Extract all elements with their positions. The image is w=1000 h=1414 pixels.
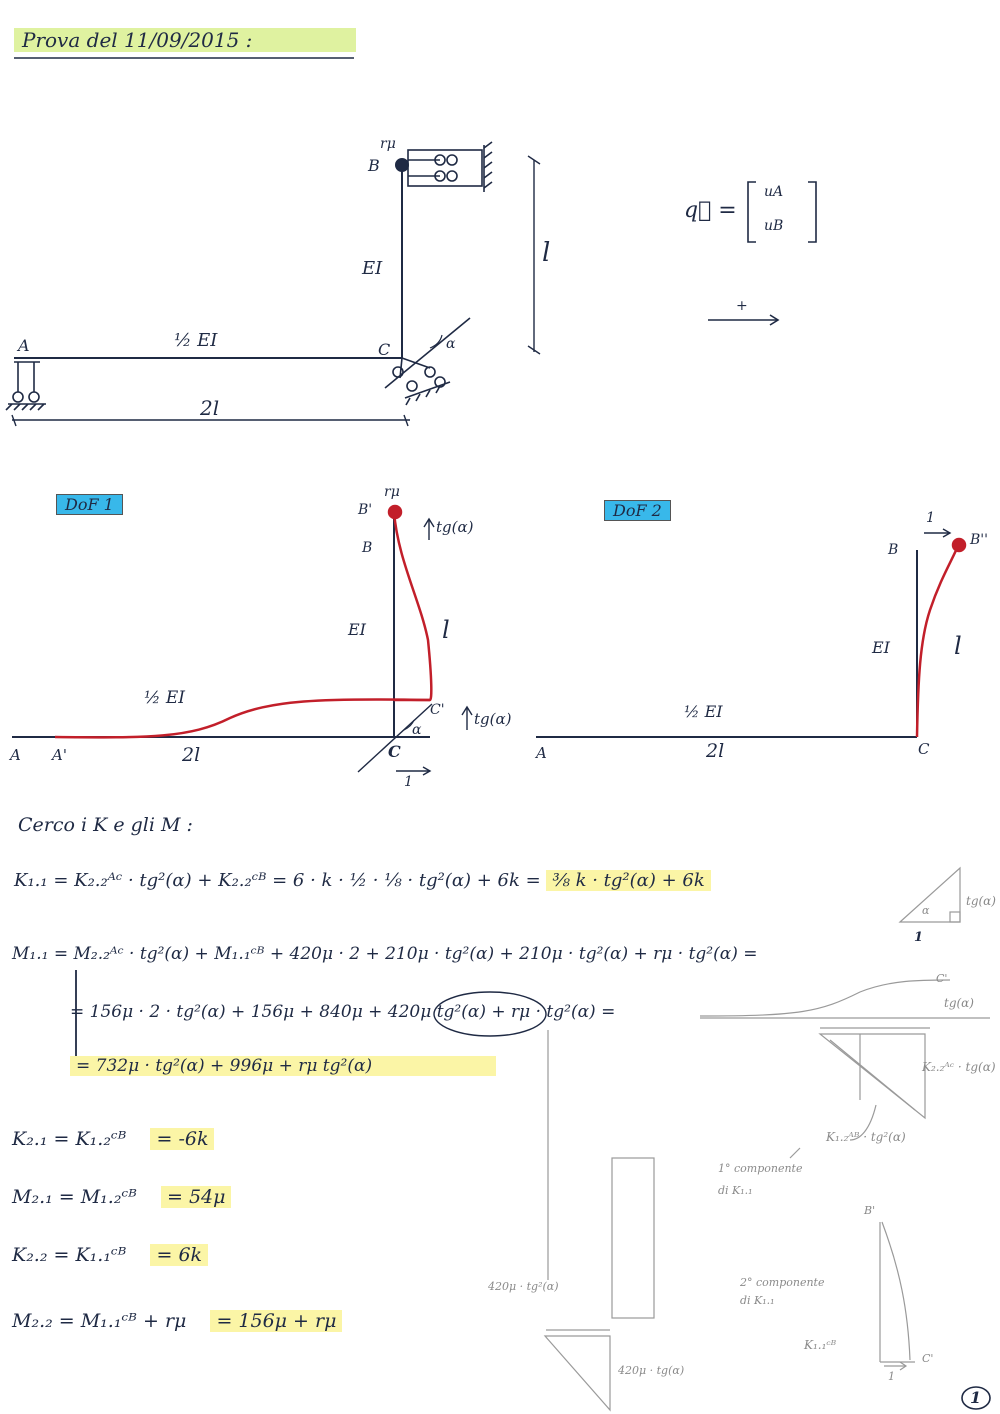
dof1-c: C xyxy=(388,742,401,761)
equations-intro: Cerco i K e gli M : xyxy=(18,814,193,836)
note-alpha-1: α xyxy=(922,904,930,917)
dof1-2l: 2l xyxy=(182,744,201,766)
dof1-deformed-shape xyxy=(55,506,431,737)
dof1-badge: DoF 1 xyxy=(56,494,123,515)
note-term-420-b: 420μ · tg(α) xyxy=(618,1364,685,1377)
label-rmu: rμ xyxy=(380,136,396,152)
note-tg-alpha-1: tg(α) xyxy=(966,894,996,908)
dof2-b: B xyxy=(888,542,899,558)
label-ei-horizontal: ½ EI xyxy=(174,330,218,351)
equation-k11 xyxy=(14,870,711,891)
dof1-b: B xyxy=(362,540,373,556)
equation-k11-lhs: K₁.₁ = K₂.₂ᴬᶜ · tg²(α) + K₂.₂ᶜᴮ = 6 · k · ½ · ⅛ · tg²(α) + 6k = xyxy=(14,870,541,891)
dof1-alpha: α xyxy=(412,722,422,738)
equation-k11-result: ⅜ k · tg²(α) + 6k xyxy=(546,870,710,891)
support-b xyxy=(408,142,492,192)
dof1-rmu: rμ xyxy=(384,484,400,500)
dof1-tg-top: tg(α) xyxy=(436,518,474,536)
note-c-prime-2: C' xyxy=(922,1352,934,1365)
mass-b xyxy=(396,159,408,171)
dof1-ei: EI xyxy=(348,620,366,639)
note-term-420: 420μ · tg²(α) xyxy=(488,1280,559,1293)
label-a: A xyxy=(18,336,30,355)
equation-k22 xyxy=(12,1244,208,1266)
dof2-a: A xyxy=(536,744,547,762)
positive-sign: + xyxy=(736,298,748,314)
q-vector-label: q⃗ = xyxy=(684,198,737,223)
page-title: Prova del 11/09/2015 : xyxy=(14,28,356,52)
equation-m22-result: = 156μ + rμ xyxy=(210,1310,342,1332)
dof2-2l: 2l xyxy=(706,740,725,762)
equation-m22-lhs: M₂.₂ = M₁.₁ᶜᴮ + rμ xyxy=(12,1310,187,1332)
note-one-2: 1 xyxy=(888,1370,895,1383)
dof2-diagram xyxy=(536,529,950,737)
dof2-c: C xyxy=(918,740,930,758)
equation-m21 xyxy=(12,1186,231,1208)
note-one-1: 1 xyxy=(914,930,924,945)
structure-diagram xyxy=(6,142,816,426)
label-alpha: α xyxy=(446,336,456,352)
q-ua: uA xyxy=(764,184,784,200)
dof1-diagram xyxy=(12,512,472,775)
dof1-one: 1 xyxy=(404,774,413,790)
label-b: B xyxy=(368,156,380,175)
support-c xyxy=(385,318,470,405)
dof2-ei: EI xyxy=(872,638,890,657)
dof1-c-prime: C' xyxy=(430,702,445,718)
dof2-one: 1 xyxy=(926,510,935,526)
equation-m11-result: = 732μ · tg²(α) + 996μ + rμ tg²(α) xyxy=(70,1056,496,1076)
dof2-l: l xyxy=(954,632,962,660)
note-tg-alpha-2: tg(α) xyxy=(944,996,974,1010)
equation-k21-result: = -6k xyxy=(150,1128,214,1150)
dof2-badge: DoF 2 xyxy=(604,500,671,521)
equation-m21-result: = 54μ xyxy=(161,1186,231,1208)
equation-m11-line2: = 156μ · 2 · tg²(α) + 156μ + 840μ + 420μ tg²(α) + rμ · tg²(α) = xyxy=(70,1002,616,1022)
dof1-l: l xyxy=(442,616,450,644)
equation-k21-lhs: K₂.₁ = K₁.₂ᶜᴮ xyxy=(12,1128,127,1150)
q-ub: uB xyxy=(764,218,784,234)
page-number: 1 xyxy=(970,1388,982,1407)
note-of-k11-2: di K₁.₁ xyxy=(740,1294,775,1307)
note-b-prime: B' xyxy=(864,1204,876,1217)
dof1-a: A xyxy=(10,746,21,764)
equation-k22-result: = 6k xyxy=(150,1244,208,1266)
dof1-tg-bottom: tg(α) xyxy=(474,710,512,728)
equation-m22 xyxy=(12,1310,342,1332)
dof1-half-ei: ½ EI xyxy=(144,688,186,708)
support-a xyxy=(6,362,46,410)
equation-k22-lhs: K₂.₂ = K₁.₁ᶜᴮ xyxy=(12,1244,127,1266)
equation-m21-lhs: M₂.₁ = M₁.₂ᶜᴮ xyxy=(12,1186,137,1208)
note-of-k11: di K₁.₁ xyxy=(718,1184,753,1197)
note-k-ab: K₁.₂ᴬᴮ · tg²(α) xyxy=(826,1130,906,1144)
label-ei-vertical: EI xyxy=(362,258,383,279)
note-c-prime-1: C' xyxy=(936,972,948,985)
dof1-b-prime: B' xyxy=(358,502,373,518)
label-length-l: l xyxy=(542,238,551,268)
note-k-cb: K₁.₁ᶜᴮ xyxy=(804,1338,837,1352)
label-length-2l: 2l xyxy=(200,396,220,420)
note-second-component: 2° componente xyxy=(740,1276,825,1289)
note-first-component: 1° componente xyxy=(718,1162,803,1175)
equation-k21 xyxy=(12,1128,214,1150)
dof1-a-prime: A' xyxy=(52,746,67,764)
dof2-half-ei: ½ EI xyxy=(684,702,723,721)
note-k-ac: K₂.₂ᴬᶜ · tg(α) xyxy=(922,1060,996,1074)
label-c: C xyxy=(378,340,391,359)
dof2-b-dblprime: B'' xyxy=(970,532,988,548)
equation-m11-line1: M₁.₁ = M₂.₂ᴬᶜ · tg²(α) + M₁.₁ᶜᴮ + 420μ · 2 + 210μ · tg²(α) + 210μ · tg²(α) + rμ · tg²(α) = xyxy=(12,944,758,964)
